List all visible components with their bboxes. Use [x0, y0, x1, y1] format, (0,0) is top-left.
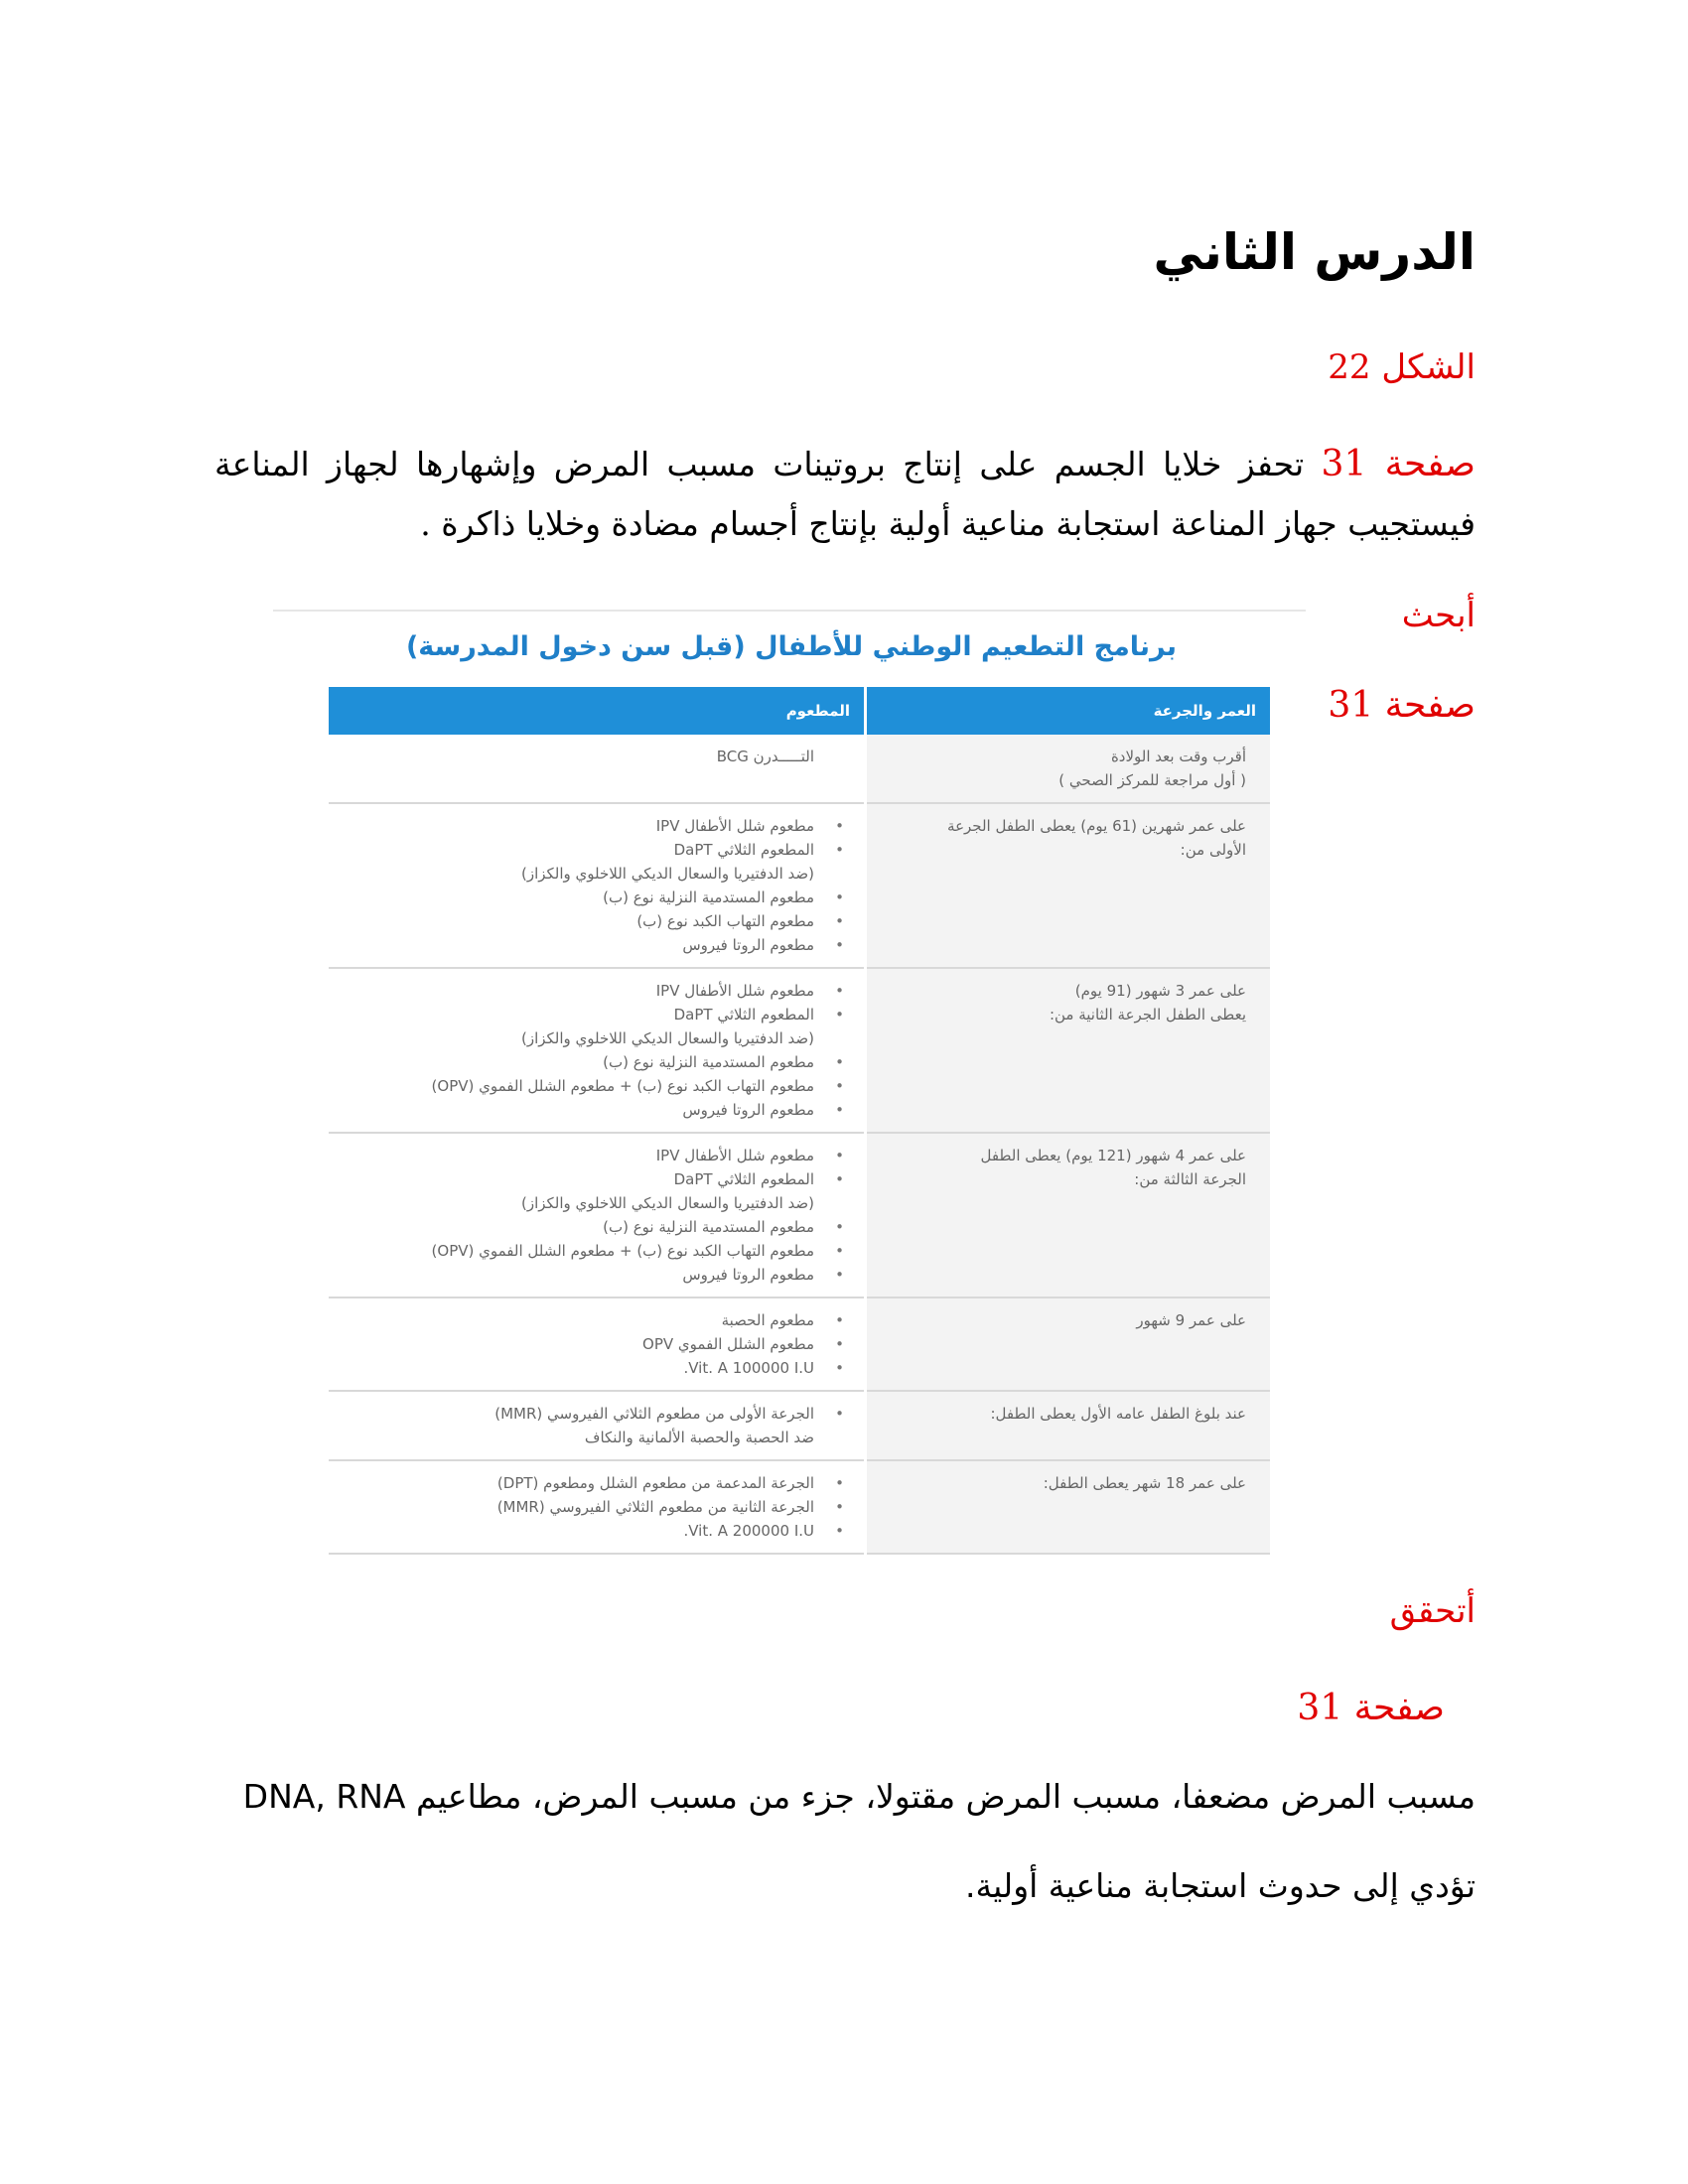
list-item: • مطعوم التهاب الكبد نوع (ب) + مطعوم الشلل الفموي (OPV) — [343, 1074, 814, 1098]
table-row — [329, 1391, 1270, 1460]
list-item: التـــــدرن BCG — [716, 748, 814, 765]
schedule-table — [329, 687, 1270, 1555]
list-item: (ضد الدفتيريا والسعال الديكي اللاخلوي والكزاز) — [520, 1194, 814, 1212]
age-line: الجرعة الثالثة من: — [1134, 1170, 1246, 1188]
table-row — [329, 968, 1270, 1133]
list-item: • مطعوم التهاب الكبد نوع (ب) — [343, 909, 814, 933]
figure-top-divider — [273, 610, 1306, 612]
table-row — [329, 1133, 1270, 1297]
list-item: • مطعوم شلل الأطفال IPV — [343, 979, 814, 1003]
age-line: ( أول مراجعة للمركز الصحي ) — [1058, 771, 1246, 789]
list-item: • مطعوم المستدمية النزلية نوع (ب) — [343, 1215, 814, 1239]
table-row — [329, 735, 1270, 803]
age-line: أقرب وقت بعد الولادة — [1110, 748, 1246, 765]
intro-paragraph — [214, 435, 1476, 554]
list-item: • المطعوم الثلاثي DaPT — [343, 1167, 814, 1191]
list-item: (ضد الدفتيريا والسعال الديكي اللاخلوي والكزاز) — [520, 1029, 814, 1047]
vaccine-cell — [329, 1297, 866, 1391]
list-item: • مطعوم المستدمية النزلية نوع (ب) — [343, 886, 814, 909]
age-line: يعطى الطفل الجرعة الثانية من: — [1049, 1006, 1246, 1024]
list-item: • الجرعة الأولى من مطعوم الثلاثي الفيروسي (MMR) — [343, 1402, 814, 1426]
header-vaccine: المطعوم — [329, 687, 866, 735]
vaccine-cell — [329, 735, 866, 803]
list-item: • المطعوم الثلاثي DaPT — [343, 1003, 814, 1026]
list-item: • الجرعة الثانية من مطعوم الثلاثي الفيروسي (MMR) — [343, 1495, 814, 1519]
check-page-label: صفحة 31 — [1297, 1688, 1445, 1728]
age-cell — [866, 1297, 1271, 1391]
list-item: • مطعوم الشلل الفموي OPV — [343, 1332, 814, 1356]
vaccine-list — [343, 1471, 844, 1543]
age-cell — [866, 803, 1271, 968]
table-row — [329, 1460, 1270, 1554]
list-item: • مطعوم شلل الأطفال IPV — [343, 814, 814, 838]
vaccine-list — [343, 1402, 844, 1449]
table-row — [329, 803, 1270, 968]
vaccine-cell — [329, 1460, 866, 1554]
list-item: • مطعوم الروتا فيروس — [343, 933, 814, 957]
list-item: • مطعوم الحصبة — [343, 1308, 814, 1332]
age-line: على عمر 3 شهور (91 يوم) — [1074, 982, 1246, 1000]
age-cell — [866, 1460, 1271, 1554]
figure-reference: الشكل 22 — [1328, 347, 1476, 387]
list-item: • المطعوم الثلاثي DaPT — [343, 838, 814, 862]
check-label: أتحقق — [1389, 1591, 1476, 1631]
age-cell — [866, 968, 1271, 1133]
list-item: • مطعوم الروتا فيروس — [343, 1098, 814, 1122]
vaccine-cell — [329, 1133, 866, 1297]
age-line: على عمر 4 شهور (121 يوم) يعطى الطفل — [980, 1147, 1246, 1164]
list-item: • Vit. A 100000 I.U. — [343, 1356, 814, 1380]
age-line: عند بلوغ الطفل عامه الأول يعطى الطفل: — [990, 1405, 1246, 1423]
vaccination-schedule-figure — [273, 610, 1306, 1540]
answer-line-2: تؤدي إلى حدوث استجابة مناعية أولية. — [965, 1866, 1476, 1905]
vaccine-cell — [329, 968, 866, 1133]
list-item: ضد الحصبة والحصبة الألمانية والنكاف — [584, 1429, 814, 1446]
list-item: (ضد الدفتيريا والسعال الديكي اللاخلوي والكزاز) — [520, 865, 814, 883]
age-cell — [866, 735, 1271, 803]
header-age: العمر والجرعة — [866, 687, 1271, 735]
age-line: على عمر 18 شهر يعطى الطفل: — [1043, 1474, 1246, 1492]
table-row — [329, 1297, 1270, 1391]
list-item: • الجرعة المدعمة من مطعوم الشلل ومطعوم (DPT) — [343, 1471, 814, 1495]
vaccine-list — [343, 745, 844, 768]
vaccine-list — [343, 979, 844, 1122]
vaccine-list — [343, 1308, 844, 1380]
research-page-label: صفحة 31 — [1328, 685, 1476, 726]
lesson-title: الدرس الثاني — [1153, 223, 1476, 281]
age-line: على عمر شهرين (61 يوم) يعطى الطفل الجرعة — [947, 817, 1246, 835]
schedule-body — [329, 735, 1270, 1554]
vaccine-list — [343, 1144, 844, 1287]
vaccine-cell — [329, 803, 866, 968]
list-item: • مطعوم شلل الأطفال IPV — [343, 1144, 814, 1167]
list-item: • مطعوم التهاب الكبد نوع (ب) + مطعوم الشلل الفموي (OPV) — [343, 1239, 814, 1263]
age-line: الأولى من: — [1180, 841, 1246, 859]
list-item: • Vit. A 200000 I.U. — [343, 1519, 814, 1543]
vaccine-cell — [329, 1391, 866, 1460]
answer-line-1: مسبب المرض مضعفا، مسبب المرض مقتولا، جزء من مسبب المرض، مطاعيم DNA, RNA — [242, 1777, 1476, 1816]
vaccine-list — [343, 814, 844, 957]
age-cell — [866, 1391, 1271, 1460]
age-cell — [866, 1133, 1271, 1297]
intro-text: تحفز خلايا الجسم على إنتاج بروتينات مسبب المرض وإشهارها لجهاز المناعة فيستجيب جهاز المناعة استجابة مناعية أولية بإنتاج أجسام مضادة وخلايا ذاكرة . — [214, 445, 1476, 543]
age-line: على عمر 9 شهور — [1136, 1311, 1246, 1329]
schedule-title: برنامج التطعيم الوطني للأطفال (قبل سن دخول المدرسة) — [405, 631, 1177, 662]
intro-page-label: صفحة 31 — [1321, 444, 1476, 484]
list-item: • مطعوم الروتا فيروس — [343, 1263, 814, 1287]
research-label: أبحث — [1401, 596, 1476, 635]
list-item: • مطعوم المستدمية النزلية نوع (ب) — [343, 1050, 814, 1074]
schedule-header-row — [329, 687, 1270, 735]
